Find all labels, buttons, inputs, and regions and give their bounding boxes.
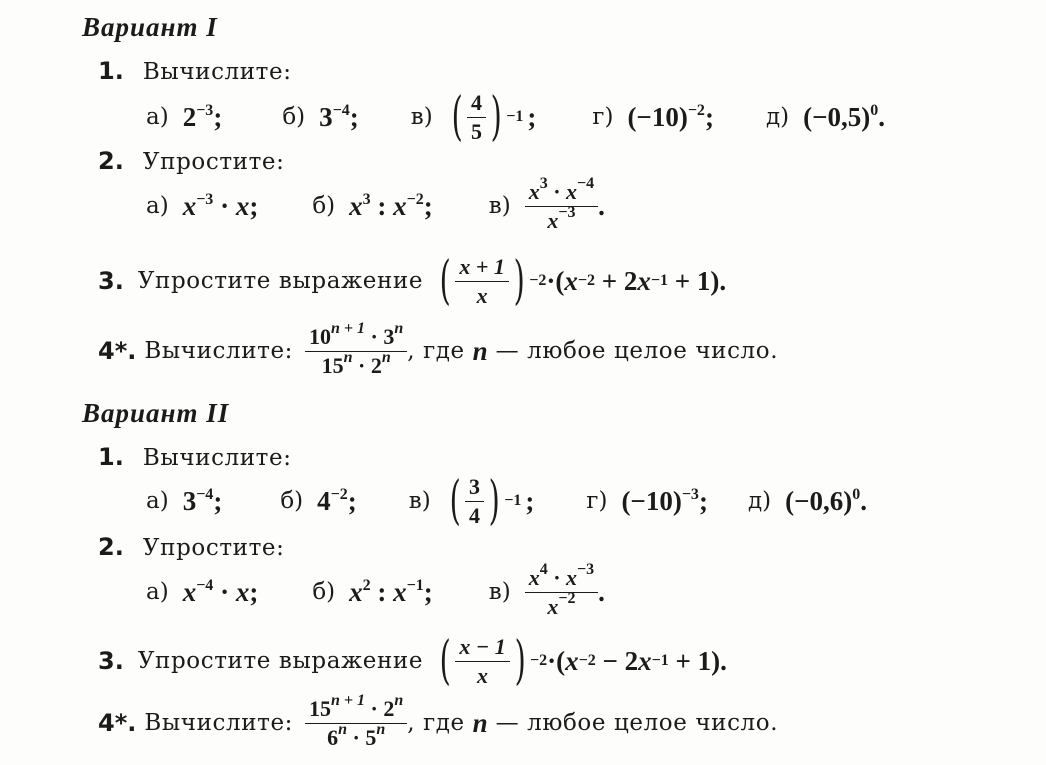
v2-task2-text: Упростите:	[142, 535, 285, 561]
v1-task1-c-expr: ( $\frac{4}{5}$ ) −1 ;	[451, 87, 537, 147]
v2-task4-tail: — любое целое число.	[487, 710, 779, 736]
v2-task1-items	[146, 471, 867, 531]
v2-task1-e-expr: $(-0,6)^0$.	[785, 485, 867, 516]
v1-task1-c-label: в)	[410, 104, 433, 130]
v1-task4-text: Вычислите:	[144, 338, 294, 364]
v1-task1-a-expr: $2^{-3}$;	[182, 101, 223, 132]
v2-task1-e-label: д)	[747, 488, 772, 514]
v1-task1-e-label: д)	[765, 104, 790, 130]
v1-task1-e-expr: $(-0,5)^0$.	[803, 101, 885, 132]
v2-task2-number: 2.	[98, 533, 124, 561]
v1-task4	[98, 320, 778, 382]
v1-task2-a-expr: $x^{-3} \cdot x$;	[182, 190, 259, 221]
variant-1-title: Вариант I	[82, 12, 218, 42]
v1-task4-tail: — любое целое число.	[487, 338, 779, 364]
v1-task1-d-label: г)	[592, 104, 614, 130]
v1-task2-number: 2.	[98, 147, 124, 175]
v1-task4-expr: $\frac{10^{n + 1} \cdot 3^n}{15^n \cdot 2^n}$	[305, 325, 407, 376]
v2-task3-text: Упростите выражение	[137, 648, 424, 674]
v2-task2-a-expr: $x^{-4} \cdot x$;	[182, 576, 259, 607]
v2-task4-expr: $\frac{15^{n + 1} \cdot 2^n}{6^n \cdot 5^n}$	[305, 697, 407, 748]
v1-task3-expr: ( $\frac{x + 1}{x}$ ) −2 ·( x −2 + 2 x −1 + 1).	[439, 251, 727, 311]
v1-task3-text: Упростите выражение	[137, 268, 424, 294]
v2-task1-b-expr: $4^{-2}$;	[317, 485, 357, 516]
v2-task1-a-label: а)	[146, 488, 169, 514]
v2-task2-items	[146, 561, 605, 623]
v2-task1	[98, 443, 292, 471]
v1-task2-c-label: в)	[488, 193, 511, 219]
v2-task1-b-label: б)	[280, 488, 304, 514]
v2-task2-b-expr: $x^2$ : $x^{-1}$;	[349, 576, 433, 607]
v2-task3-expr: ( $\frac{x - 1}{x}$ ) −2 ·( x −2 − 2 x −1 + 1).	[439, 631, 727, 691]
v2-task2-b-label: б)	[312, 579, 336, 605]
v2-task2-a-label: а)	[146, 579, 169, 605]
v2-task2-c-expr: $\frac{x^4 \cdot x^{-3}}{x^{-2}}$ .	[525, 566, 605, 617]
v2-task4-n: n	[472, 707, 488, 738]
v1-task1-items	[146, 87, 885, 147]
v2-task3	[98, 628, 727, 694]
v1-task1-d-expr: $(-10)^{-2}$;	[627, 101, 714, 132]
v1-task2	[98, 147, 284, 175]
v1-task1-number: 1.	[98, 57, 124, 85]
v1-task1-b-label: б)	[282, 104, 306, 130]
v2-task1-c-label: в)	[408, 488, 431, 514]
v1-task1	[98, 57, 292, 85]
v1-task1-text: Вычислите:	[142, 59, 292, 85]
v1-task2-b-expr: $x^3$ : $x^{-2}$;	[349, 190, 433, 221]
v2-task1-number: 1.	[98, 443, 124, 471]
v1-task4-n: n	[472, 335, 488, 366]
v2-task1-c-expr: ( $\frac{3}{4}$ ) −1 ;	[449, 471, 535, 531]
v1-task2-c-expr: $\frac{x^3 \cdot x^{-4}}{x^{-3}}$ .	[525, 180, 605, 231]
v2-task2	[98, 533, 284, 561]
variant-2-title: Вариант II	[82, 398, 230, 428]
v1-task2-b-label: б)	[312, 193, 336, 219]
v1-task4-number: 4*.	[98, 337, 137, 365]
v2-task1-text: Вычислите:	[142, 445, 292, 471]
v1-task1-a-label: а)	[146, 104, 169, 130]
v1-task3	[98, 248, 726, 314]
v1-task4-after: , где	[407, 338, 473, 364]
v2-task4-text: Вычислите:	[144, 710, 294, 736]
v2-task4-after: , где	[407, 710, 473, 736]
v1-task3-number: 3.	[98, 267, 124, 295]
v2-task4-number: 4*.	[98, 709, 137, 737]
v2-task2-c-label: в)	[488, 579, 511, 605]
v1-task2-text: Упростите:	[142, 149, 285, 175]
v1-task2-a-label: а)	[146, 193, 169, 219]
v1-task1-b-expr: $3^{-4}$;	[319, 101, 359, 132]
v2-task1-d-expr: $(-10)^{-3}$;	[621, 485, 708, 516]
v2-task3-number: 3.	[98, 647, 124, 675]
v2-task1-a-expr: $3^{-4}$;	[182, 485, 223, 516]
v2-task4	[98, 692, 778, 754]
v2-task1-d-label: г)	[586, 488, 608, 514]
v1-task2-items	[146, 175, 605, 237]
